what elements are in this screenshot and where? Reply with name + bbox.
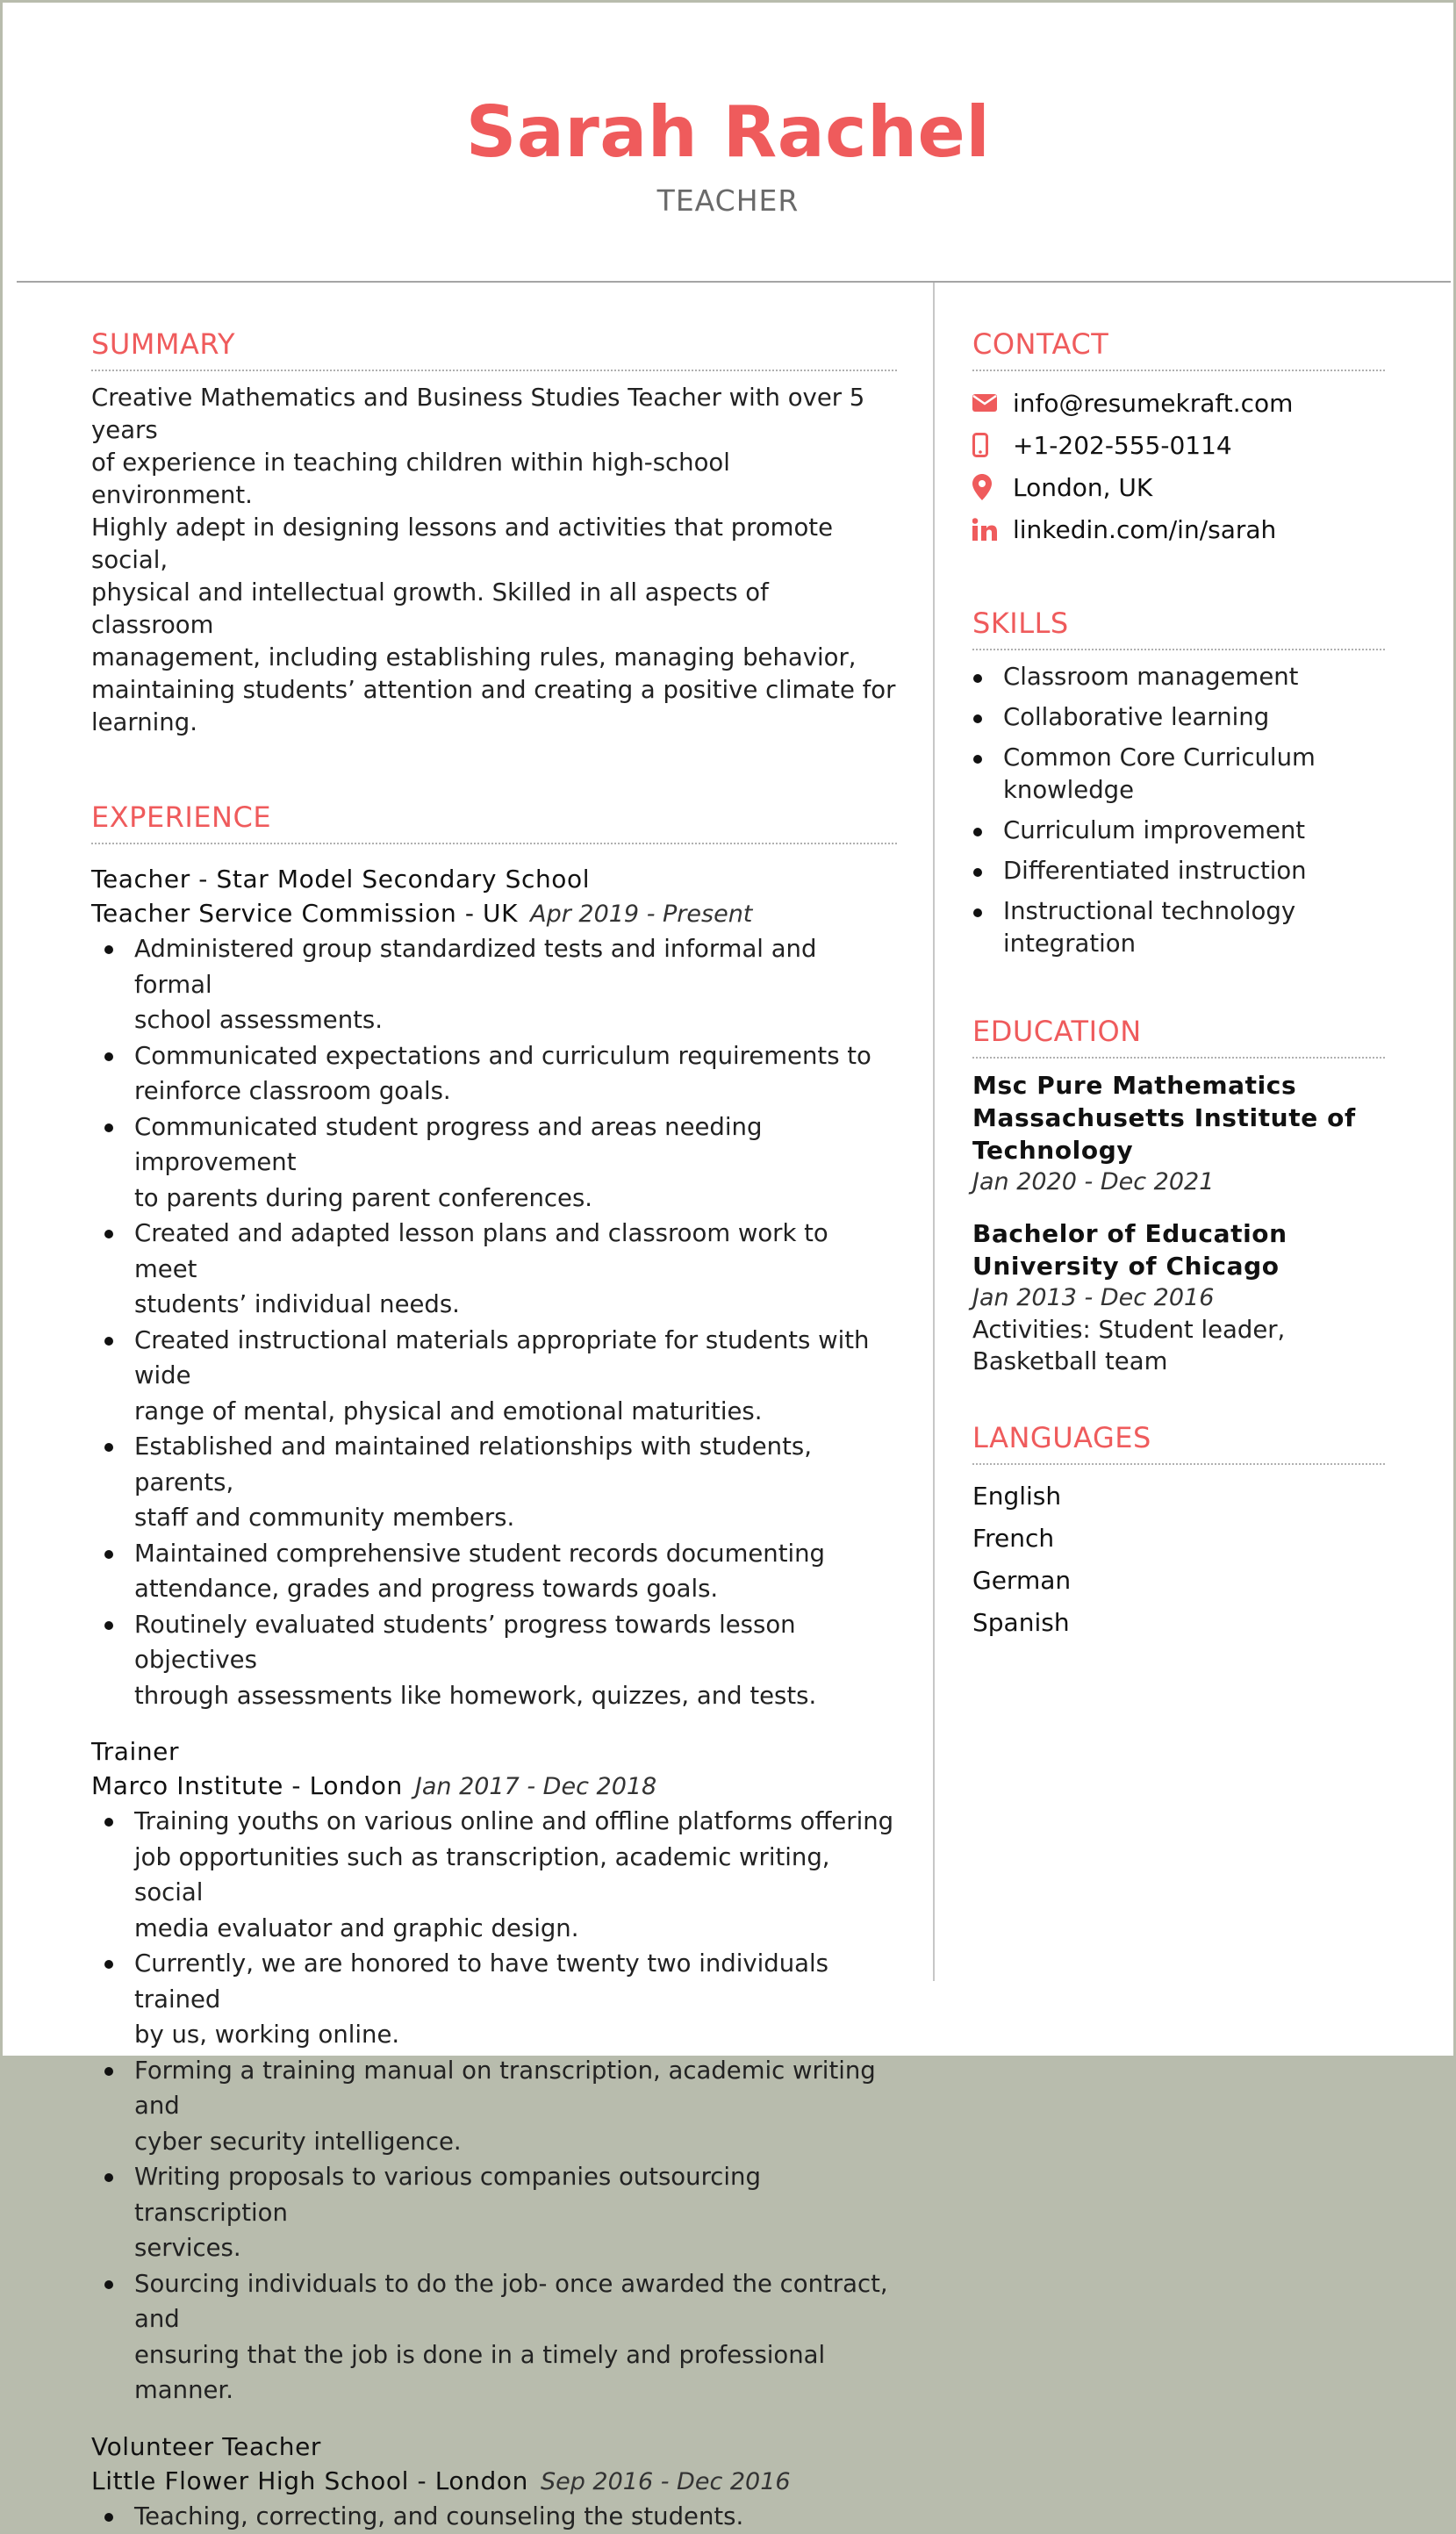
job-bullet (91, 931, 897, 1038)
job-bullet-line: range of mental, physical and emotional maturities. (134, 1397, 762, 1425)
resume-page (3, 3, 1453, 2056)
summary-line: maintaining students’ attention and creating a positive climate for (91, 676, 895, 704)
summary-line: physical and intellectual growth. Skilled in all aspects of classroom (91, 578, 769, 639)
job-bullet-line: reinforce classroom goals. (134, 1077, 451, 1105)
job-bullets (91, 2499, 897, 2534)
education-note (972, 1314, 1385, 1377)
email-icon (972, 394, 1013, 412)
job-bullet-line: by us, working online. (134, 2021, 399, 2049)
experience-list (91, 862, 897, 2534)
experience-section (91, 800, 897, 2534)
job-entry (91, 1734, 897, 2408)
job-bullet (91, 1038, 897, 1109)
job-bullet-line: Created instructional materials appropriate for students with wide (134, 1326, 869, 1390)
job-bullet-line: media evaluator and graphic design. (134, 1914, 578, 1942)
contact-heading: CONTACT (972, 327, 1385, 371)
job-organization: Teacher Service Commission - UK (91, 899, 518, 928)
job-bullet (91, 2053, 897, 2160)
language-item: English (972, 1475, 1385, 1518)
skill-item (972, 661, 1385, 693)
job-bullet-line: Communicated student progress and areas needing improvement (134, 1113, 762, 1177)
contact-location (972, 466, 1385, 508)
languages-list (972, 1475, 1385, 1644)
job-bullet (91, 1109, 897, 1217)
job-organization-line (91, 1769, 897, 1804)
job-bullet (91, 1804, 897, 1946)
job-date: Sep 2016 - Dec 2016 (541, 2468, 791, 2495)
job-bullet-line: Communicated expectations and curriculum requirements to (134, 1042, 871, 1070)
education-date: Jan 2013 - Dec 2016 (972, 1282, 1385, 1314)
language-item: French (972, 1518, 1385, 1560)
job-bullet-line: attendance, grades and progress towards goals. (134, 1575, 718, 1603)
job-bullet (91, 1216, 897, 1323)
summary-line: Creative Mathematics and Business Studies Teacher with over 5 years (91, 384, 864, 444)
side-column (972, 327, 1385, 1644)
contact-location-text: London, UK (1013, 473, 1152, 502)
skill-line: Collaborative learning (1003, 703, 1269, 731)
contact-phone[interactable] (972, 424, 1385, 466)
skill-item (972, 815, 1385, 847)
job-bullet (91, 1536, 897, 1607)
skill-line: Curriculum improvement (1003, 816, 1305, 844)
candidate-role: TEACHER (3, 183, 1453, 219)
job-bullet-line: Writing proposals to various companies outsourcing transcription (134, 2163, 761, 2227)
languages-section (972, 1421, 1385, 1644)
job-bullet-line: services. (134, 2234, 241, 2262)
job-bullet-line: students’ individual needs. (134, 1290, 460, 1318)
contact-linkedin-text: linkedin.com/in/sarah (1013, 515, 1276, 544)
job-bullet-line: ensuring that the job is done in a timely and professional manner. (134, 2341, 825, 2405)
summary-line: of experience in teaching children within high-school environment. (91, 449, 730, 509)
job-organization-line (91, 2464, 897, 2499)
skills-list (972, 661, 1385, 960)
job-bullet-line: cyber security intelligence. (134, 2128, 462, 2156)
job-date: Jan 2017 - Dec 2018 (415, 1773, 656, 1800)
column-divider (933, 283, 935, 1981)
job-bullet-line: job opportunities such as transcription, academic writing, social (134, 1843, 830, 1907)
summary-line: learning. (91, 708, 197, 736)
job-bullet-line: Training youths on various online and offline platforms offering (134, 1807, 893, 1835)
job-bullets (91, 1804, 897, 2408)
education-section (972, 1015, 1385, 1377)
summary-line: management, including establishing rules, managing behavior, (91, 643, 857, 671)
contact-linkedin[interactable] (972, 508, 1385, 550)
contact-email[interactable] (972, 382, 1385, 424)
education-entry (972, 1069, 1385, 1198)
job-organization: Marco Institute - London (91, 1771, 403, 1800)
header-divider (17, 281, 1451, 283)
education-school-line: Technology (972, 1136, 1133, 1165)
job-bullet-line: Teaching, correcting, and counseling the students. (134, 2502, 743, 2530)
education-degree: Msc Pure Mathematics (972, 1069, 1385, 1102)
job-title: Trainer (91, 1734, 897, 1769)
education-note-line: Activities: Student leader, (972, 1316, 1285, 1344)
summary-line: Highly adept in designing lessons and activities that promote social, (91, 513, 833, 574)
education-entry (972, 1217, 1385, 1377)
job-entry (91, 862, 897, 1713)
linkedin-icon (972, 518, 1013, 541)
candidate-name: Sarah Rachel (3, 90, 1453, 175)
education-heading: EDUCATION (972, 1015, 1385, 1059)
education-school-line: University of Chicago (972, 1252, 1280, 1281)
summary-section (91, 327, 897, 739)
contact-phone-text: +1-202-555-0114 (1013, 431, 1232, 460)
summary-text (91, 382, 897, 739)
contact-section (972, 327, 1385, 550)
job-bullet-line: Established and maintained relationships with students, parents, (134, 1432, 812, 1497)
job-organization: Little Flower High School - London (91, 2466, 528, 2495)
job-bullet (91, 2266, 897, 2408)
skill-line: Instructional technology (1003, 897, 1295, 925)
skill-item (972, 742, 1385, 807)
job-bullet-line: Sourcing individuals to do the job- once awarded the contract, and (134, 2270, 888, 2334)
skill-line: Classroom management (1003, 663, 1298, 691)
language-item: Spanish (972, 1602, 1385, 1644)
job-bullet-line: to parents during parent conferences. (134, 1184, 592, 1212)
main-column (91, 327, 897, 2534)
education-school (972, 1102, 1385, 1167)
skill-item (972, 701, 1385, 734)
languages-heading: LANGUAGES (972, 1421, 1385, 1465)
skill-line: Common Core Curriculum (1003, 743, 1316, 772)
job-bullet (91, 2499, 897, 2534)
job-organization-line (91, 896, 897, 931)
job-bullet (91, 1323, 897, 1430)
job-date: Apr 2019 - Present (530, 901, 752, 928)
skill-line: knowledge (1003, 776, 1134, 804)
job-bullet (91, 1429, 897, 1536)
job-bullet-line: Currently, we are honored to have twenty two individuals trained (134, 1949, 828, 2014)
education-date: Jan 2020 - Dec 2021 (972, 1167, 1385, 1198)
job-title: Teacher - Star Model Secondary School (91, 862, 897, 896)
job-bullet-line: Forming a training manual on transcription, academic writing and (134, 2057, 876, 2121)
job-bullet-line: Routinely evaluated students’ progress towards lesson objectives (134, 1611, 796, 1675)
experience-heading: EXPERIENCE (91, 800, 897, 844)
job-bullet-line: Administered group standardized tests and informal and formal (134, 935, 816, 999)
job-bullet-line: through assessments like homework, quizzes, and tests. (134, 1682, 816, 1710)
phone-icon (972, 433, 1013, 457)
resume-header (3, 3, 1453, 282)
skill-item (972, 895, 1385, 960)
job-bullet (91, 2159, 897, 2266)
education-list (972, 1069, 1385, 1377)
job-bullet (91, 1946, 897, 2053)
skills-section (972, 607, 1385, 960)
job-bullets (91, 931, 897, 1713)
job-title: Volunteer Teacher (91, 2430, 897, 2464)
education-note-line: Basketball team (972, 1347, 1167, 1375)
skills-heading: SKILLS (972, 607, 1385, 650)
skill-item (972, 855, 1385, 887)
job-bullet (91, 1607, 897, 1714)
contact-email-text: info@resumekraft.com (1013, 389, 1293, 418)
location-pin-icon (972, 474, 1013, 500)
education-degree: Bachelor of Education (972, 1217, 1385, 1250)
job-bullet-line: staff and community members. (134, 1504, 514, 1532)
education-school-line: Massachusetts Institute of (972, 1103, 1356, 1132)
education-school (972, 1250, 1385, 1282)
language-item: German (972, 1560, 1385, 1602)
contact-list (972, 382, 1385, 550)
job-bullet-line: Maintained comprehensive student records documenting (134, 1540, 825, 1568)
skill-line: Differentiated instruction (1003, 857, 1307, 885)
job-bullet-line: school assessments. (134, 1006, 383, 1034)
job-entry (91, 2430, 897, 2534)
summary-heading: SUMMARY (91, 327, 897, 371)
job-bullet-line: Created and adapted lesson plans and classroom work to meet (134, 1219, 828, 1283)
skill-line: integration (1003, 930, 1136, 958)
